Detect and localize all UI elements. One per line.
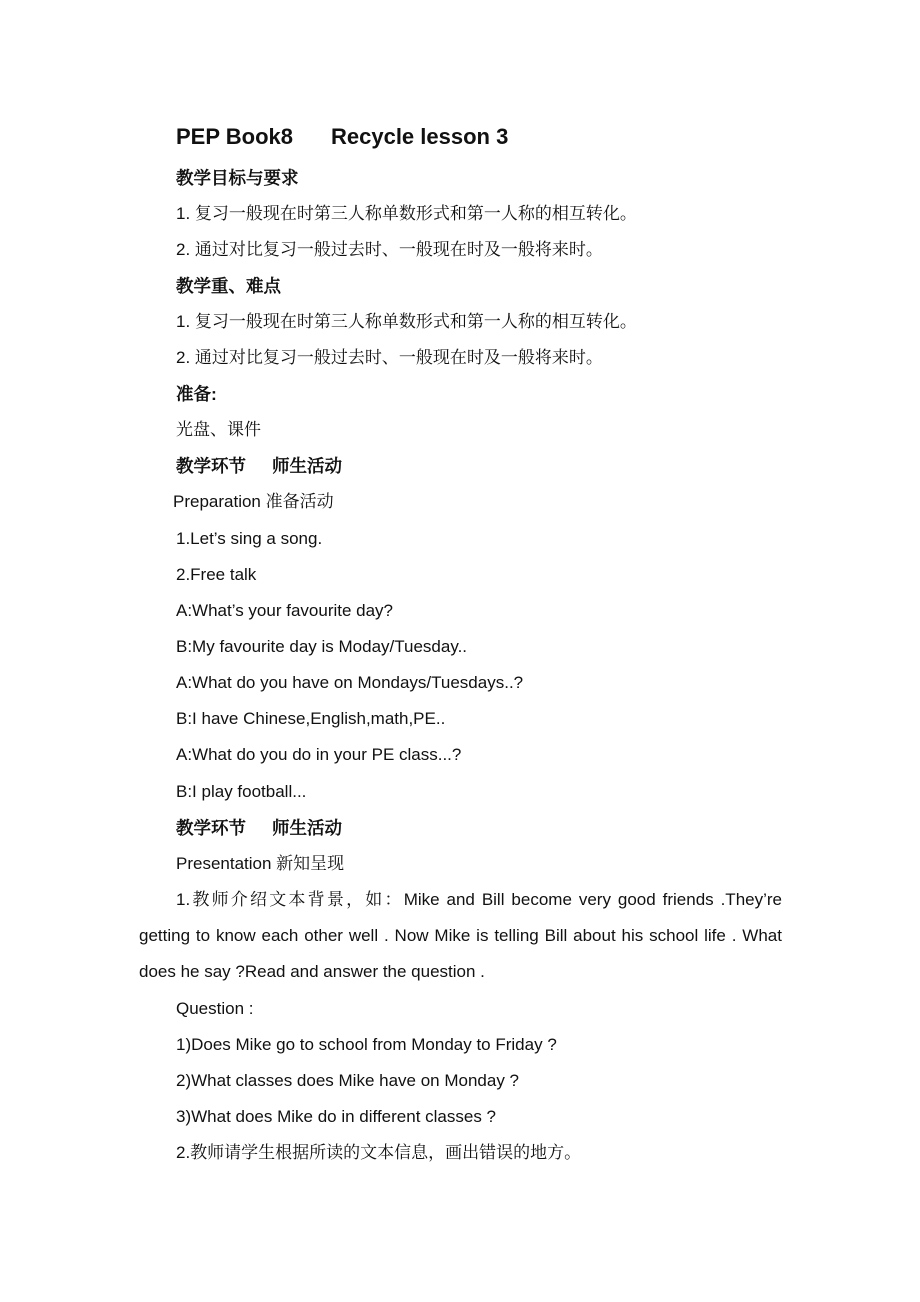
question-3: 3)What does Mike do in different classes ? bbox=[176, 1107, 497, 1126]
section-heading-2 bbox=[176, 818, 342, 838]
final-item: 2.教师请学生根据所读的文本信息，画出错误的地方。 bbox=[176, 1143, 582, 1162]
prep-line-3: A:What’s your favourite day? bbox=[176, 601, 394, 620]
prep-line-5: A:What do you have on Mondays/Tuesdays..? bbox=[176, 673, 524, 692]
stage-presentation: Presentation 新知呈现 bbox=[176, 854, 345, 873]
prep-line-8: B:I play football... bbox=[176, 782, 307, 801]
preparation-materials: 光盘、课件 bbox=[176, 420, 261, 439]
objective-item-2: 2. 通过对比复习一般过去时、一般现在时及一般将来时。 bbox=[176, 240, 603, 259]
preparation-heading: 准备: bbox=[176, 384, 217, 404]
prep-line-7: A:What do you do in your PE class...? bbox=[176, 745, 462, 764]
question-2: 2)What classes does Mike have on Monday ? bbox=[176, 1071, 520, 1090]
section-heading-2-b: 师生活动 bbox=[272, 818, 342, 838]
key-point-item-1: 1. 复习一般现在时第三人称单数形式和第一人称的相互转化。 bbox=[176, 312, 637, 331]
prep-line-2: 2.Free talk bbox=[176, 565, 257, 584]
question-1: 1)Does Mike go to school from Monday to Friday ? bbox=[176, 1035, 557, 1054]
title-book: PEP Book8 bbox=[176, 124, 293, 149]
presentation-paragraph-text: 1.教师介绍文本背景，如：Mike and Bill become very good friends .They’re getting to know each other well . Now Mike is telling Bill about his school life . What does he say ?Read and answer the question . bbox=[139, 890, 782, 981]
key-point-item-2: 2. 通过对比复习一般过去时、一般现在时及一般将来时。 bbox=[176, 348, 603, 367]
section-heading-1-a: 教学环节 bbox=[176, 456, 246, 476]
section-heading-2-a: 教学环节 bbox=[176, 818, 246, 838]
key-points-heading: 教学重、难点 bbox=[176, 276, 281, 296]
document-title bbox=[176, 123, 508, 151]
title-lesson: Recycle lesson 3 bbox=[330, 124, 509, 149]
prep-line-1: 1.Let’s sing a song. bbox=[176, 529, 323, 548]
section-heading-1-b: 师生活动 bbox=[272, 456, 342, 476]
presentation-paragraph bbox=[139, 882, 782, 990]
section-heading-1 bbox=[176, 456, 342, 476]
objective-item-1: 1. 复习一般现在时第三人称单数形式和第一人称的相互转化。 bbox=[176, 204, 637, 223]
prep-line-6: B:I have Chinese,English,math,PE.. bbox=[176, 709, 446, 728]
objectives-heading: 教学目标与要求 bbox=[176, 168, 299, 188]
question-label: Question : bbox=[176, 999, 254, 1018]
stage-preparation: Preparation 准备活动 bbox=[173, 492, 334, 511]
prep-line-4: B:My favourite day is Moday/Tuesday.. bbox=[176, 637, 468, 656]
